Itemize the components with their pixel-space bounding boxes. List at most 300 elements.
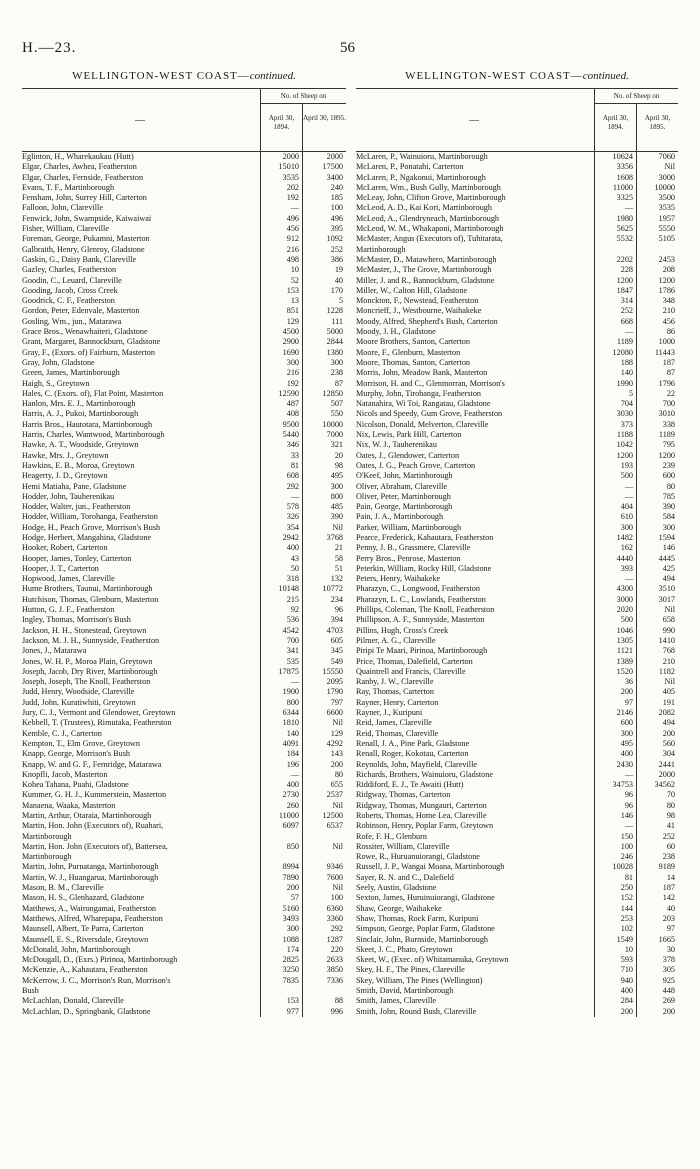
table-row bbox=[22, 677, 346, 687]
sheep-1894-cell: 300 bbox=[620, 522, 633, 532]
sheep-1894-cell: 5 bbox=[628, 388, 633, 398]
table-row bbox=[356, 904, 678, 914]
owner-name-cell: Pharazyn, C., Longwood, Featherston bbox=[356, 584, 480, 594]
sheep-1895-cell: 405 bbox=[662, 687, 675, 697]
sheep-1894-cell: 4440 bbox=[616, 553, 633, 563]
owner-name-cell: Quaintrell and Francis, Clareville bbox=[356, 666, 466, 676]
owner-name-cell: Moore, F., Glenburn, Masterton bbox=[356, 347, 461, 357]
sheep-1894-cell: 1847 bbox=[616, 285, 633, 295]
table-row bbox=[22, 852, 346, 862]
sheep-1894-cell: 1482 bbox=[616, 532, 633, 542]
sheep-1895-cell: 560 bbox=[662, 738, 675, 748]
left-column bbox=[22, 68, 346, 1017]
sheep-1894-cell: 252 bbox=[620, 306, 633, 316]
sheep-1895-cell: 187 bbox=[662, 883, 675, 893]
owner-name-cell: Miller, W., Calton Hill, Gladstone bbox=[356, 285, 468, 295]
owner-name-cell: Maunsell, Albert, Te Parra, Carterton bbox=[22, 924, 144, 934]
sheep-1895-cell: 1000 bbox=[658, 337, 675, 347]
sheep-1895-cell: 11443 bbox=[654, 347, 675, 357]
sheep-1894-cell: 5160 bbox=[282, 903, 299, 913]
sheep-1894-cell: 1200 bbox=[616, 275, 633, 285]
sheep-1895-cell: 378 bbox=[662, 955, 675, 965]
table-row bbox=[22, 657, 346, 667]
table-row bbox=[22, 574, 346, 584]
table-row bbox=[22, 193, 346, 203]
owner-name-cell: Peterkin, William, Rocky Hill, Gladstone bbox=[356, 563, 492, 573]
sheep-1894-cell: 500 bbox=[620, 471, 633, 481]
sheep-1894-cell: 2730 bbox=[282, 790, 299, 800]
sheep-count-group-header: No. of Sheep on bbox=[594, 89, 678, 104]
owner-name-cell: Rayner, J., Kuripuni bbox=[356, 708, 423, 718]
sheep-1894-cell: — bbox=[290, 203, 299, 213]
owner-name-cell: Miller, J. and R., Bannockburn, Gladstone bbox=[356, 275, 495, 285]
sheep-1895-cell: 203 bbox=[662, 913, 675, 923]
sheep-1894-cell bbox=[260, 852, 302, 862]
table-row bbox=[356, 780, 678, 790]
table-row bbox=[22, 965, 346, 975]
owner-name-cell: Roberts, Thomas, Home Lea, Clareville bbox=[356, 811, 487, 820]
owner-name-cell: Joseph, Jacob, Dry River, Martinborough bbox=[22, 666, 158, 676]
sheep-1895-cell: 30 bbox=[666, 944, 675, 954]
sheep-1895-cell: 507 bbox=[330, 399, 343, 409]
table-row bbox=[356, 193, 678, 203]
sheep-1894-cell: 3000 bbox=[616, 594, 633, 604]
sheep-1895-cell: 20 bbox=[334, 450, 343, 460]
owner-name-cell: Peters, Henry, Waihakeke bbox=[356, 574, 441, 584]
sheep-1894-cell: 100 bbox=[620, 841, 633, 851]
sheep-1894-cell: 43 bbox=[290, 553, 299, 563]
owner-name-cell: Hutton, G. J. F., Featherston bbox=[22, 605, 115, 615]
owner-name-cell: Seely, Austin, Gladstone bbox=[356, 883, 437, 893]
sheep-1895-cell: 394 bbox=[330, 615, 343, 625]
sheep-1895-cell: 1790 bbox=[326, 687, 343, 697]
sheep-1894-cell: 192 bbox=[286, 378, 299, 388]
sheep-1895-cell: 795 bbox=[662, 440, 675, 450]
owner-name-cell: McLachlan, Donald, Clareville bbox=[22, 996, 124, 1006]
sheep-1894-cell: 5440 bbox=[282, 430, 299, 440]
owner-name-cell: Pharazyn, L. C., Lowlands, Featherston bbox=[356, 594, 486, 604]
sheep-1895-cell: 3768 bbox=[326, 532, 343, 542]
sheep-1894-cell: 610 bbox=[620, 512, 633, 522]
table-row bbox=[356, 286, 678, 296]
table-row bbox=[356, 430, 678, 440]
owner-name-cell: Gazley, Charles, Featherston bbox=[22, 265, 117, 275]
owner-name-cell: Riddiford, E. J., Te Awaiti (Hutt) bbox=[356, 780, 464, 790]
table-row bbox=[356, 1007, 678, 1017]
table-body bbox=[22, 152, 346, 1017]
owner-name-cell: Robinson, Henry, Poplar Farm, Greytown bbox=[356, 821, 494, 831]
sheep-1895-cell: 768 bbox=[662, 646, 675, 656]
table-row bbox=[22, 873, 346, 883]
table-row bbox=[356, 234, 678, 244]
owner-name-cell: Evans, T. F., Martinborough bbox=[22, 182, 115, 192]
sheep-1895-cell bbox=[636, 245, 678, 255]
sheep-1894-cell: 215 bbox=[286, 594, 299, 604]
table-row bbox=[356, 265, 678, 275]
table-row bbox=[22, 245, 346, 255]
owner-name-cell: McLachlan, D., Springbank, Gladstone bbox=[22, 1006, 151, 1016]
owner-name-cell: Rayner, Henry, Carterton bbox=[356, 697, 439, 707]
sheep-1895-cell: 10000 bbox=[654, 182, 675, 192]
sheep-1895-cell: 797 bbox=[330, 697, 343, 707]
sheep-1894-cell: 10148 bbox=[278, 584, 299, 594]
table-row bbox=[356, 389, 678, 399]
sheep-1895-cell: 1200 bbox=[658, 450, 675, 460]
sheep-1894-cell: 2900 bbox=[282, 337, 299, 347]
sheep-1895-cell: 1228 bbox=[326, 306, 343, 316]
table-row bbox=[22, 286, 346, 296]
owner-name-cell: Smith, David, Martinborough bbox=[356, 986, 454, 996]
owner-name-cell: Oates, J., Glendower, Carterton bbox=[356, 450, 460, 460]
owner-name-cell: Nix, Lewis, Park Hill, Carterton bbox=[356, 430, 462, 440]
sheep-1895-cell: 345 bbox=[330, 646, 343, 656]
sheep-1895-cell: 100 bbox=[330, 203, 343, 213]
owner-name-cell: Hawkins, E. B., Moroa, Greytown bbox=[22, 460, 135, 470]
sheep-count-group-header: No. of Sheep on bbox=[260, 89, 346, 104]
sheep-1894-cell: 2020 bbox=[616, 605, 633, 615]
sheep-1894-cell: 300 bbox=[286, 924, 299, 934]
owner-name-cell: Hooker, Robert, Carterton bbox=[22, 543, 108, 553]
sheep-1895-cell: 97 bbox=[666, 924, 675, 934]
table-row bbox=[356, 523, 678, 533]
sheep-1895-cell bbox=[302, 832, 346, 842]
table-row bbox=[356, 615, 678, 625]
table-row bbox=[22, 749, 346, 759]
sheep-1894-cell: 300 bbox=[620, 728, 633, 738]
table-row bbox=[22, 420, 346, 430]
sheep-1895-cell: 321 bbox=[330, 440, 343, 450]
table-row bbox=[22, 801, 346, 811]
owner-name-cell: Jones, J., Matarawa bbox=[22, 646, 87, 656]
owner-name-cell: Martin, John, Purnatanga, Martinborough bbox=[22, 862, 159, 872]
owner-name-cell: Hemi Matiaha, Pane, Gladstone bbox=[22, 481, 127, 491]
sheep-1895-cell: 1287 bbox=[326, 934, 343, 944]
sheep-1894-cell: 250 bbox=[620, 883, 633, 893]
owner-name-cell: Falloon, John, Clareville bbox=[22, 203, 103, 213]
sheep-1895-cell: 304 bbox=[662, 749, 675, 759]
sheep-1894-cell: — bbox=[290, 677, 299, 687]
sheep-1895-cell: 87 bbox=[666, 368, 675, 378]
sheep-1895-cell: 495 bbox=[330, 471, 343, 481]
owner-name-cell: Jackson, H. H., Stonestead, Greytown bbox=[22, 625, 147, 635]
sheep-1895-cell: Nil bbox=[332, 841, 343, 851]
sheep-1895-cell: 80 bbox=[666, 800, 675, 810]
sheep-1895-cell: 129 bbox=[330, 728, 343, 738]
sheep-1894-cell: 1389 bbox=[616, 656, 633, 666]
sheep-1894-cell: 216 bbox=[286, 244, 299, 254]
owner-name-cell: Shaw, Thomas, Rock Farm, Kuripuni bbox=[356, 913, 479, 923]
sheep-1895-cell bbox=[302, 852, 346, 862]
table-row bbox=[22, 430, 346, 440]
sheep-1894-cell: 1810 bbox=[282, 718, 299, 728]
owner-name-cell: Kohea Tahana, Puahi, Gladstone bbox=[22, 780, 129, 790]
owner-name-cell: Grace Bros., Wenawhaiteri, Gladstone bbox=[22, 327, 148, 337]
table-row bbox=[356, 255, 678, 265]
owner-name-cell: Gray, John, Gladstone bbox=[22, 357, 95, 367]
sheep-1894-cell: — bbox=[290, 491, 299, 501]
sheep-1894-cell: 300 bbox=[286, 357, 299, 367]
sheep-1894-cell: 500 bbox=[620, 615, 633, 625]
sheep-1895-cell: 210 bbox=[662, 656, 675, 666]
sheep-1894-cell: 1549 bbox=[616, 934, 633, 944]
owner-name-cell: Maunsell, E. S., Riversdale, Greytown bbox=[22, 934, 149, 944]
sheep-1895-cell: 655 bbox=[330, 780, 343, 790]
owner-name-cell: Harris Bros., Hautotara, Martinborough bbox=[22, 419, 153, 429]
sheep-1894-cell: 81 bbox=[290, 460, 299, 470]
table-row bbox=[22, 543, 346, 553]
sheep-1894-cell: 977 bbox=[286, 1006, 299, 1016]
sheep-1895-cell: 1092 bbox=[326, 234, 343, 244]
sheep-1894-cell: — bbox=[624, 327, 633, 337]
sheep-1894-cell: 202 bbox=[286, 182, 299, 192]
table-row bbox=[22, 471, 346, 481]
table-row bbox=[356, 317, 678, 327]
table-row bbox=[22, 996, 346, 1006]
sheep-1895-cell: 5550 bbox=[658, 224, 675, 234]
table-row bbox=[22, 821, 346, 831]
table-row bbox=[22, 595, 346, 605]
sheep-1894-cell: 800 bbox=[286, 697, 299, 707]
table-row bbox=[356, 245, 678, 255]
table-body bbox=[356, 152, 678, 1017]
sheep-1895-cell: 584 bbox=[662, 512, 675, 522]
owner-name-cell: Hopwood, James, Clareville bbox=[22, 574, 115, 584]
table-row bbox=[356, 554, 678, 564]
sheep-1895-cell: 200 bbox=[662, 1006, 675, 1016]
owner-name-cell: McKerrow, J. C., Morrison's Run, Morrison's bbox=[22, 975, 171, 985]
sheep-1894-cell: 1046 bbox=[616, 625, 633, 635]
table-row bbox=[356, 399, 678, 409]
sheep-1895-cell: 132 bbox=[330, 574, 343, 584]
owner-name-cell: Elgar, Charles, Awhea, Featherston bbox=[22, 162, 137, 172]
sheep-1894-cell: 8994 bbox=[282, 862, 299, 872]
owner-name-cell: Fisher, William, Clareville bbox=[22, 224, 109, 234]
sheep-1894-cell: 2430 bbox=[616, 759, 633, 769]
right-column bbox=[356, 68, 678, 1017]
sheep-1895-cell: 41 bbox=[666, 821, 675, 831]
table-row bbox=[22, 935, 346, 945]
owner-name-cell: Renall, J. A., Pine Park, Gladstone bbox=[356, 738, 470, 748]
owner-name-cell: McLeod, A. D., Kai Kori, Martinborough bbox=[356, 203, 492, 213]
table-row bbox=[356, 749, 678, 759]
sheep-1895-cell: 494 bbox=[662, 574, 675, 584]
table-row bbox=[356, 729, 678, 739]
table-row bbox=[356, 976, 678, 986]
table-row bbox=[356, 801, 678, 811]
sheep-1894-cell: 608 bbox=[286, 471, 299, 481]
sheep-1895-cell: 9189 bbox=[658, 862, 675, 872]
sheep-1894-cell: 36 bbox=[624, 677, 633, 687]
owner-name-cell: McMaster, J., The Grove, Martinborough bbox=[356, 265, 492, 275]
sheep-1895-cell: 2000 bbox=[658, 769, 675, 779]
sheep-1895-cell: 395 bbox=[330, 224, 343, 234]
owner-name-cell: Hume Brothers, Taunui, Martinborough bbox=[22, 584, 153, 594]
sheep-1895-cell: 98 bbox=[666, 811, 675, 820]
sheep-1895-cell: 390 bbox=[330, 512, 343, 522]
table-row bbox=[22, 770, 346, 780]
table-header bbox=[22, 88, 346, 152]
owner-name-cell: Ranby, J. W., Clareville bbox=[356, 677, 434, 687]
owner-name-cell: Oliver, Peter, Martinborough bbox=[356, 491, 451, 501]
table-row bbox=[22, 945, 346, 955]
owner-name-cell: Russell, J. P., Wangai Moana, Martinborough bbox=[356, 862, 505, 872]
table-row bbox=[356, 440, 678, 450]
sheep-1895-cell: 549 bbox=[330, 656, 343, 666]
table-row bbox=[22, 203, 346, 213]
sheep-1895-cell: 4703 bbox=[326, 625, 343, 635]
owner-name-cell: Hodder, John, Tauherenikau bbox=[22, 491, 115, 501]
sheep-1894-cell: 10 bbox=[624, 944, 633, 954]
sheep-1895-cell: 1957 bbox=[658, 213, 675, 223]
sheep-1895-cell: 252 bbox=[662, 831, 675, 841]
sheep-1895-cell: 146 bbox=[662, 543, 675, 553]
sheep-1894-cell: 10624 bbox=[612, 152, 633, 161]
sheep-1894-cell: 456 bbox=[286, 224, 299, 234]
sheep-1894-cell: 9500 bbox=[282, 419, 299, 429]
sheep-1895-cell: 111 bbox=[331, 316, 343, 326]
owner-name-cell: Skey, H. F., The Pines, Clareville bbox=[356, 965, 465, 975]
sheep-1895-cell: Nil bbox=[332, 883, 343, 893]
sheep-1895-cell: 208 bbox=[662, 265, 675, 275]
sheep-1894-cell: 600 bbox=[620, 718, 633, 728]
owner-name-cell: McDougall, D., (Exrs.) Pirinoa, Martinborough bbox=[22, 955, 178, 965]
owner-name-cell: Ridgway, Thomas, Carterton bbox=[356, 790, 451, 800]
owner-name-cell: McLaren, P., Ponatahi, Carterton bbox=[356, 162, 464, 172]
owner-name-cell: McMaster, D., Matawhero, Martinborough bbox=[356, 254, 497, 264]
table-row bbox=[356, 955, 678, 965]
table-row bbox=[22, 337, 346, 347]
sheep-1895-cell: 170 bbox=[330, 285, 343, 295]
owner-name-cell: Mason, B. M., Clareville bbox=[22, 883, 104, 893]
sheep-1895-cell: 5000 bbox=[326, 327, 343, 337]
sheep-1895-cell: 800 bbox=[330, 491, 343, 501]
sheep-1895-cell: 17500 bbox=[322, 162, 343, 172]
owner-name-cell: McDonald, John, Martinborough bbox=[22, 944, 131, 954]
sheep-1894-cell: 184 bbox=[286, 749, 299, 759]
sheep-1894-cell: 1608 bbox=[616, 172, 633, 182]
table-row bbox=[356, 162, 678, 172]
sheep-1894-cell: 400 bbox=[286, 780, 299, 790]
sheep-1895-cell: 338 bbox=[662, 419, 675, 429]
sheep-1895-cell: 292 bbox=[330, 924, 343, 934]
sheep-1894-cell: 10 bbox=[290, 265, 299, 275]
sheep-1894-cell: 1305 bbox=[616, 635, 633, 645]
sheep-1895-cell: 3000 bbox=[658, 172, 675, 182]
table-row bbox=[356, 337, 678, 347]
sheep-1894-cell: 1990 bbox=[616, 378, 633, 388]
owner-name-cell: Foreman, George, Pukamni, Masterton bbox=[22, 234, 150, 244]
sheep-1895-cell: 3510 bbox=[658, 584, 675, 594]
sheep-1894-cell: 140 bbox=[620, 368, 633, 378]
sheep-1894-cell: 200 bbox=[286, 883, 299, 893]
sheep-1894-cell: 3493 bbox=[282, 913, 299, 923]
sheep-1894-cell: 314 bbox=[620, 296, 633, 306]
owner-name-cell: Manaena, Waaka, Masterton bbox=[22, 800, 116, 810]
table-row bbox=[356, 358, 678, 368]
sheep-1895-cell: 7336 bbox=[326, 975, 343, 985]
table-row bbox=[22, 265, 346, 275]
sheep-1894-cell: — bbox=[290, 769, 299, 779]
owner-name-cell: Hooper, J. T., Carterton bbox=[22, 563, 99, 573]
table-row bbox=[356, 760, 678, 770]
sheep-1894-cell bbox=[594, 245, 636, 255]
sheep-1894-cell: 152 bbox=[620, 893, 633, 903]
sheep-1894-cell: 1189 bbox=[616, 337, 633, 347]
owner-name-cell: Hales, C. (Exors. of), Flat Point, Masterton bbox=[22, 388, 164, 398]
sheep-1895-cell: 2441 bbox=[658, 759, 675, 769]
sheep-1895-cell: 40 bbox=[334, 275, 343, 285]
sheep-1894-cell: — bbox=[624, 203, 633, 213]
owner-name-cell: Pillins, Hugh, Cross's Creek bbox=[356, 625, 449, 635]
sheep-1894-cell: 7890 bbox=[282, 872, 299, 882]
owner-name-cell: Hawke, Mrs. J., Greytown bbox=[22, 450, 109, 460]
table-row bbox=[22, 492, 346, 502]
sheep-1895-cell: 1200 bbox=[658, 275, 675, 285]
sheep-1895-cell: 2844 bbox=[326, 337, 343, 347]
sheep-1894-cell: 146 bbox=[620, 811, 633, 820]
sheep-1894-cell: 96 bbox=[624, 800, 633, 810]
sheep-1894-cell: 2825 bbox=[282, 955, 299, 965]
owner-name-cell: Knapp, W. and G. F., Fernridge, Matarawa bbox=[22, 759, 162, 769]
sheep-1895-cell: 658 bbox=[662, 615, 675, 625]
sheep-1894-cell: 188 bbox=[620, 357, 633, 367]
sheep-1895-cell: 10000 bbox=[322, 419, 343, 429]
sheep-1895-cell: 925 bbox=[662, 975, 675, 985]
sheep-1894-cell: 57 bbox=[290, 893, 299, 903]
table-row bbox=[356, 306, 678, 316]
sheep-1894-cell: 593 bbox=[620, 955, 633, 965]
sheep-1895-cell: 3360 bbox=[326, 913, 343, 923]
sheep-1895-cell: 700 bbox=[662, 399, 675, 409]
sheep-1894-cell: 4542 bbox=[282, 625, 299, 635]
sheep-1895-cell: 238 bbox=[330, 368, 343, 378]
owner-name-cell: Kebbell, T. (Trustees), Rimutaka, Featherston bbox=[22, 718, 172, 728]
sheep-1894-cell: 404 bbox=[620, 502, 633, 512]
sheep-1895-cell: 390 bbox=[662, 502, 675, 512]
sheep-1894-cell: 6097 bbox=[282, 821, 299, 831]
sheep-1895-cell: 210 bbox=[662, 306, 675, 316]
owner-name-cell: Eglinton, H., Wharekaukau (Hutt) bbox=[22, 152, 134, 161]
table-row bbox=[22, 368, 346, 378]
table-row bbox=[356, 183, 678, 193]
table-row bbox=[356, 821, 678, 831]
owner-name-cell: Harris, A. J., Pukoi, Martinborough bbox=[22, 409, 139, 419]
owner-name-cell: McLaren, P., Wainuioru, Martinborough bbox=[356, 152, 488, 161]
table-row bbox=[356, 935, 678, 945]
table-row bbox=[22, 636, 346, 646]
sheep-1895-cell: 143 bbox=[330, 749, 343, 759]
sheep-1894-cell: 1980 bbox=[616, 213, 633, 223]
owner-name-cell: Pearce, Frederick, Kahautara, Featherston bbox=[356, 532, 494, 542]
owner-name-cell: Skey, William, The Pines (Wellington) bbox=[356, 975, 483, 985]
sheep-1894-cell: 2942 bbox=[282, 532, 299, 542]
sheep-1895-cell: 1786 bbox=[658, 285, 675, 295]
sheep-1895-cell: 300 bbox=[330, 357, 343, 367]
table-row bbox=[356, 379, 678, 389]
sheep-1894-cell: 15010 bbox=[278, 162, 299, 172]
sheep-1895-cell: 6600 bbox=[326, 708, 343, 718]
owner-name-cell: Kemble, C. J., Carterton bbox=[22, 728, 102, 738]
sheep-1895-cell: 7060 bbox=[658, 152, 675, 161]
table-row bbox=[356, 832, 678, 842]
sheep-1895-cell: 425 bbox=[662, 563, 675, 573]
owner-name-cell: Shaw, George, Waihakeke bbox=[356, 903, 442, 913]
sheep-1895-cell: 300 bbox=[330, 481, 343, 491]
sheep-1895-cell bbox=[302, 986, 346, 996]
table-row bbox=[356, 718, 678, 728]
table-row bbox=[22, 615, 346, 625]
sheep-1894-cell: 535 bbox=[286, 656, 299, 666]
